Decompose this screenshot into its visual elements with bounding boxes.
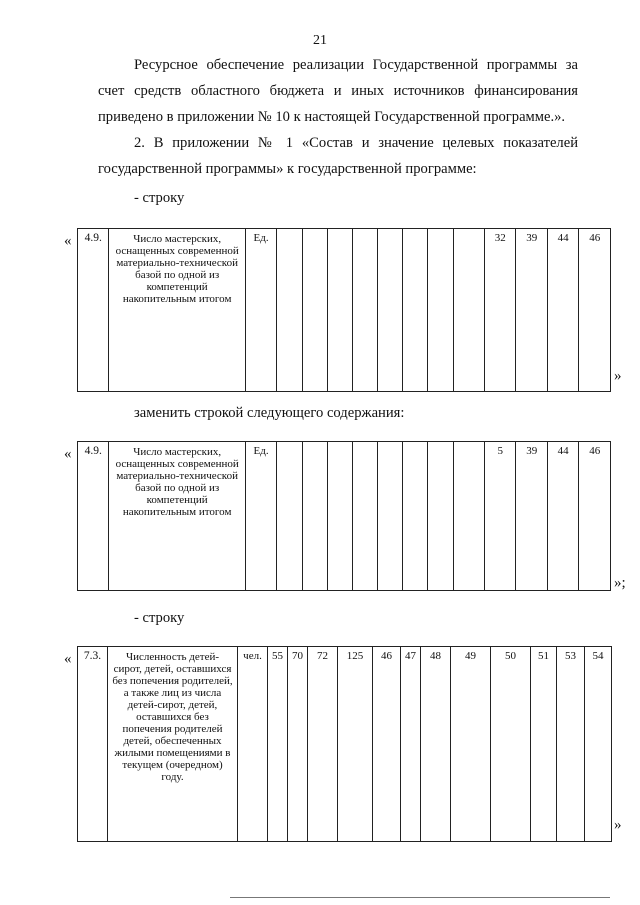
value-cell bbox=[403, 229, 428, 392]
value-cell bbox=[302, 229, 327, 392]
intro-paragraph: Ресурсное обеспечение реализации Государственной программы за счет средств областного бюджета и иных источников финансирования приведено в приложении № 10 к настоящей Государственной программе.». bbox=[98, 57, 578, 125]
open-quote: « bbox=[64, 446, 72, 462]
value-cell: 54 bbox=[585, 647, 612, 842]
value-cell bbox=[378, 442, 403, 591]
value-cell: 47 bbox=[401, 647, 421, 842]
orphans-row-table bbox=[77, 646, 612, 842]
open-quote: « bbox=[64, 651, 72, 667]
new-row-table bbox=[77, 441, 611, 591]
value-cell: 39 bbox=[516, 442, 547, 591]
value-cell bbox=[378, 229, 403, 392]
value-cell bbox=[428, 442, 453, 591]
value-cell bbox=[277, 229, 302, 392]
old-row-table bbox=[77, 228, 611, 392]
value-cell: 46 bbox=[579, 229, 611, 392]
indicator-description: Число мастерских, оснащенных современной материально-технической базой по одной из компетенций накопительным итогом bbox=[109, 442, 245, 591]
value-cell bbox=[453, 442, 484, 591]
row-number: 4.9. bbox=[78, 442, 109, 591]
close-quote-semicolon: »; bbox=[614, 575, 626, 591]
value-cell bbox=[302, 442, 327, 591]
value-cell: 32 bbox=[485, 229, 516, 392]
indicator-description: Число мастерских, оснащенных современной материально-технической базой по одной из компетенций накопительным итогом bbox=[109, 229, 245, 392]
unit-cell: чел. bbox=[238, 647, 268, 842]
value-cell: 46 bbox=[373, 647, 401, 842]
value-cell bbox=[352, 229, 377, 392]
value-cell: 50 bbox=[491, 647, 531, 842]
value-cell bbox=[327, 442, 352, 591]
stroku-label: - строку bbox=[134, 610, 185, 626]
value-cell bbox=[327, 229, 352, 392]
value-cell: 5 bbox=[485, 442, 516, 591]
value-cell: 70 bbox=[288, 647, 308, 842]
unit-cell: Ед. bbox=[245, 442, 276, 591]
value-cell: 72 bbox=[308, 647, 338, 842]
value-cell: 49 bbox=[451, 647, 491, 842]
open-quote: « bbox=[64, 233, 72, 249]
value-cell: 125 bbox=[338, 647, 373, 842]
row-number: 7.3. bbox=[78, 647, 108, 842]
table-row bbox=[78, 229, 611, 392]
value-cell: 39 bbox=[516, 229, 547, 392]
value-cell: 48 bbox=[421, 647, 451, 842]
page-number: 21 bbox=[313, 33, 327, 48]
unit-cell: Ед. bbox=[245, 229, 276, 392]
table-row bbox=[78, 442, 611, 591]
value-cell bbox=[277, 442, 302, 591]
value-cell bbox=[352, 442, 377, 591]
item2-paragraph: 2. В приложении № 1 «Состав и значение целевых показателей государственной программы» к государственной программе: bbox=[98, 135, 578, 177]
replace-label: заменить строкой следующего содержания: bbox=[134, 405, 405, 421]
stroku-label: - строку bbox=[134, 190, 185, 206]
value-cell: 44 bbox=[547, 442, 578, 591]
value-cell bbox=[403, 442, 428, 591]
bottom-divider bbox=[230, 897, 610, 898]
value-cell: 53 bbox=[557, 647, 585, 842]
value-cell: 44 bbox=[547, 229, 578, 392]
close-quote: » bbox=[614, 368, 622, 384]
value-cell: 55 bbox=[268, 647, 288, 842]
close-quote: » bbox=[614, 817, 622, 833]
indicator-description: Численность детей-сирот, детей, оставшихся без попечения родителей, а также лиц из числа детей-сирот, детей, оставшихся без попечения родителей детей, обеспеченных жилыми помещениями в текущем (очередном) году. bbox=[108, 647, 238, 842]
value-cell bbox=[453, 229, 484, 392]
table-row bbox=[78, 647, 612, 842]
row-number: 4.9. bbox=[78, 229, 109, 392]
value-cell bbox=[428, 229, 453, 392]
value-cell: 46 bbox=[579, 442, 611, 591]
value-cell: 51 bbox=[531, 647, 557, 842]
